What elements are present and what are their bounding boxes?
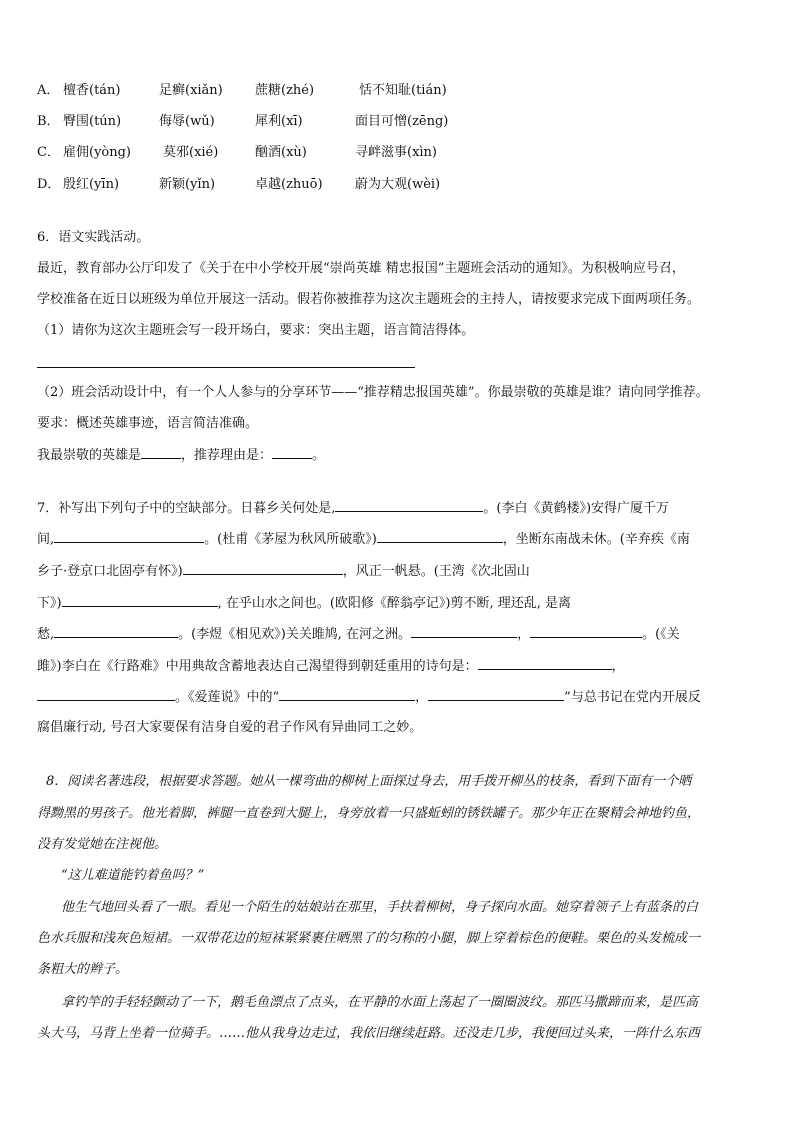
q6-task-2-requirement: 要求：概述英雄事迹，语言简洁准确。 bbox=[37, 416, 259, 431]
q7-text: 。《爱莲说》中的“ bbox=[175, 690, 280, 705]
reason-blank[interactable] bbox=[272, 446, 312, 459]
q7-text: 乡子·登京口北固亭有怀》) bbox=[37, 564, 183, 579]
q7-text: 7．补写出下列句子中的空缺部分。日暮乡关何处是, bbox=[37, 501, 336, 516]
option-item: 犀利(xī) bbox=[255, 114, 303, 129]
option-item: 蔗糖(zhé) bbox=[255, 83, 315, 98]
q7-text: ，风正一帆悬。(王湾《次北固山 bbox=[342, 564, 530, 579]
q6-task-2: （2）班会活动设计中，有一个人人参与的分享环节——“推荐精忠报国英雄”。你最崇敬的英雄是谁？请向同学推荐。 bbox=[37, 385, 709, 400]
q7-text: , 在乎山水之间也。(欧阳修《醉翁亭记》)剪不断, 理还乱, 是离 bbox=[217, 596, 572, 611]
option-item: 莫邪(xié) bbox=[163, 145, 219, 160]
option-item: 恬不知耻(tián) bbox=[359, 83, 447, 98]
fill-blank[interactable] bbox=[478, 657, 612, 670]
q7-text: 下》) bbox=[37, 596, 62, 611]
hero-blank[interactable] bbox=[141, 446, 181, 459]
q7-text: ， bbox=[415, 690, 429, 705]
reason-label: ，推荐理由是： bbox=[181, 448, 273, 463]
option-item: 酗酒(xù) bbox=[255, 145, 307, 160]
option-item: 臀围(tún) bbox=[63, 114, 122, 129]
option-item: 雇佣(yòng) bbox=[63, 145, 132, 160]
q7-line-5 bbox=[37, 625, 680, 644]
q8-para-3-line-1: 他生气地回头看了一眼。看见一个陌生的姑娘站在那里，手扶着柳树，身子探向水面。她穿着领子上有蓝条的白 bbox=[61, 900, 699, 915]
q7-line-6 bbox=[37, 657, 625, 676]
option-item: 蔚为大观(wèi) bbox=[355, 177, 441, 192]
q7-text: 间, bbox=[37, 532, 55, 547]
q7-text: 。(杜甫《茅屋为秋风所破歌》) bbox=[204, 532, 377, 547]
q7-text: 。(李白《黄鹤楼》)安得广厦千万 bbox=[483, 501, 670, 516]
option-label: D． bbox=[37, 177, 61, 192]
q7-line-7 bbox=[37, 688, 701, 707]
q8-para-1-line-3: 没有发觉她在注视他。 bbox=[37, 837, 168, 852]
q8-para-3-line-3: 条粗大的辫子。 bbox=[37, 962, 129, 977]
q7-line-1 bbox=[37, 499, 669, 518]
fill-blank[interactable] bbox=[279, 688, 415, 701]
q7-text: 。(李煜《相见欢》)关关雎鸠, 在河之洲。 bbox=[178, 627, 412, 642]
q8-para-4-line-2: 头大马，马背上坐着一位骑手。……他从我身边走过，我依旧继续赶路。还没走几步，我便回过头来，一阵什么东西 bbox=[37, 1026, 701, 1041]
option-item: 侮辱(wǔ) bbox=[159, 114, 215, 129]
q7-text: 愁, bbox=[37, 627, 55, 642]
option-item: 新颖(yǐn) bbox=[159, 177, 216, 192]
fill-blank[interactable] bbox=[37, 688, 175, 701]
q7-text: ，坐断东南战未休。(辛弃疾《南 bbox=[502, 532, 690, 547]
q6-intro-line-2: 学校准备在近日以班级为单位开展这一活动。假若你被推荐为这次主题班会的主持人，请按要求完成下面两项任务。 bbox=[37, 292, 701, 307]
q6-intro-line-1: 最近，教育部办公厅印发了《关于在中小学校开展“崇尚英雄 精忠报国”主题班会活动的通知》。为积极响应号召， bbox=[37, 261, 685, 276]
q6-task-1: （1）请你为这次主题班会写一段开场白，要求：突出主题，语言简洁得体。 bbox=[37, 323, 475, 338]
option-item: 檀香(tán) bbox=[63, 83, 121, 98]
fill-blank[interactable] bbox=[335, 499, 483, 512]
q7-text: 。(《关 bbox=[642, 627, 680, 642]
fill-blank[interactable] bbox=[183, 562, 343, 575]
option-item: 足癣(xiǎn) bbox=[159, 83, 223, 98]
fill-blank[interactable] bbox=[377, 530, 503, 543]
fill-blank[interactable] bbox=[411, 625, 517, 638]
q7-text: ”与总书记在党内开展反 bbox=[564, 690, 701, 705]
q7-line-4 bbox=[37, 594, 571, 613]
q7-line-3 bbox=[37, 562, 530, 581]
q6-hero-line bbox=[37, 446, 325, 465]
fill-blank[interactable] bbox=[428, 688, 564, 701]
q7-text: ， bbox=[611, 659, 625, 674]
fill-blank[interactable] bbox=[530, 625, 642, 638]
option-label: A． bbox=[37, 83, 60, 98]
q7-text: 雎》)李白在《行路难》中用典故含蓄地表达自己渴望得到朝廷重用的诗句是： bbox=[37, 659, 478, 674]
hero-label: 我最崇敬的英雄是 bbox=[37, 448, 142, 463]
fill-blank[interactable] bbox=[54, 530, 204, 543]
q7-line-2 bbox=[37, 530, 690, 549]
q8-para-1-line-1: 8．阅读名著选段，根据要求答题。她从一棵弯曲的柳树上面探过身去，用手拨开柳丛的枝条，看到下面有一个晒 bbox=[46, 774, 692, 789]
q8-para-1-line-2: 得黝黑的男孩子。他光着脚，裤腿一直卷到大腿上，身旁放着一只盛蚯蚓的锈铁罐子。那少年正在聚精会神地钓鱼， bbox=[37, 806, 701, 821]
q7-line-8: 腐倡廉行动, 号召大家要保有洁身自爱的君子作风有异曲同工之妙。 bbox=[37, 720, 423, 735]
option-label: B． bbox=[37, 114, 60, 129]
option-item: 卓越(zhuō) bbox=[255, 177, 323, 192]
fill-blank[interactable] bbox=[54, 625, 178, 638]
option-item: 面目可憎(zēng) bbox=[355, 114, 449, 129]
q8-para-2: “这儿难道能钓着鱼吗？” bbox=[61, 868, 205, 883]
q8-para-3-line-2: 色水兵服和浅灰色短裙。一双带花边的短袜紧紧裹住晒黑了的匀称的小腿，脚上穿着棕色的便鞋。栗色的头发梳成一 bbox=[37, 931, 701, 946]
q6-title: 6．语文实践活动。 bbox=[37, 230, 150, 245]
option-item: 殷红(yīn) bbox=[63, 177, 120, 192]
q7-text: ， bbox=[517, 627, 531, 642]
q6-answer-line[interactable] bbox=[37, 367, 415, 368]
q8-para-4-line-1: 拿钓竿的手轻轻颤动了一下，鹅毛鱼漂点了点头，在平静的水面上荡起了一圈圈波纹。那匹马撒蹄而来，是匹高 bbox=[61, 995, 699, 1010]
fill-blank[interactable] bbox=[62, 594, 218, 607]
option-item: 寻衅滋事(xìn) bbox=[355, 145, 438, 160]
period: 。 bbox=[312, 448, 326, 463]
option-label: C． bbox=[37, 145, 60, 160]
